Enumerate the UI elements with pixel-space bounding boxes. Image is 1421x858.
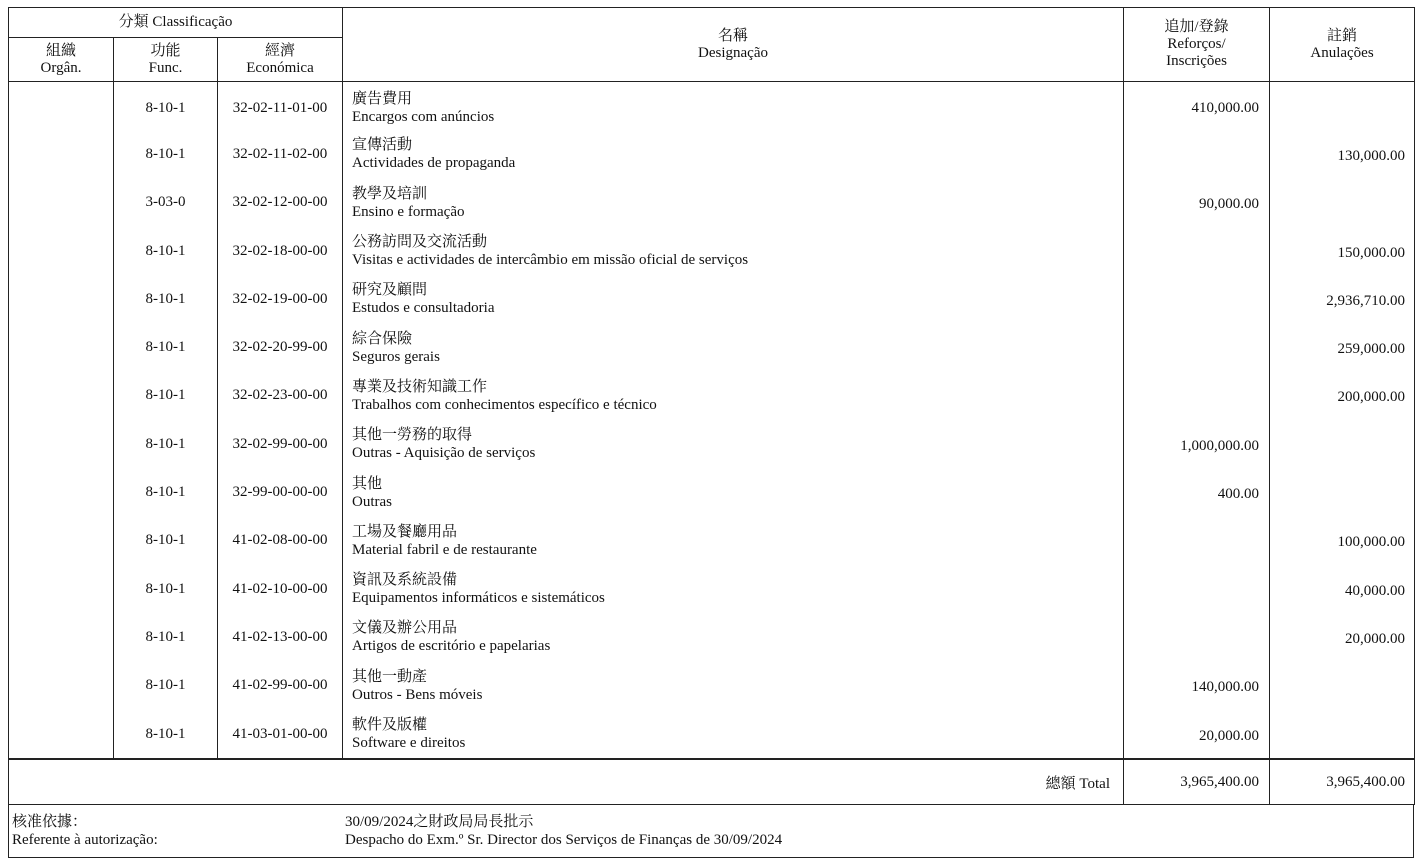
designation-cell xyxy=(343,710,1124,759)
total-reforcos: 3,965,400.00 xyxy=(1124,760,1270,805)
econ-code: 32-02-18-00-00 xyxy=(218,227,343,275)
designation-zh: 其他一勞務的取得 xyxy=(352,427,473,444)
designation-pt: Encargos com anúncios xyxy=(352,109,495,126)
organ-cell xyxy=(9,130,114,178)
reforcos-value xyxy=(1124,323,1270,371)
authorization-label xyxy=(9,805,346,858)
func-header-pt: Func. xyxy=(148,59,183,76)
designation-cell xyxy=(343,227,1124,275)
anulacoes-value: 150,000.00 xyxy=(1270,227,1415,275)
designation-zh: 其他一動產 xyxy=(352,668,428,685)
designation-cell xyxy=(343,662,1124,710)
organ-cell xyxy=(9,662,114,710)
designation-pt: Trabalhos com conhecimentos específico e técnico xyxy=(352,396,657,413)
anulacoes-value xyxy=(1270,468,1415,516)
total-anulacoes: 3,965,400.00 xyxy=(1270,760,1415,805)
designation-zh: 廣告費用 xyxy=(352,91,413,108)
designation-zh: 其他 xyxy=(352,475,383,492)
func-header-zh: 功能 xyxy=(150,42,181,59)
table-row xyxy=(9,130,1415,178)
reforcos-value: 20,000.00 xyxy=(1124,710,1270,759)
anulacoes-value: 40,000.00 xyxy=(1270,565,1415,613)
table-row xyxy=(9,179,1415,227)
func-header xyxy=(114,38,218,82)
anulacoes-value xyxy=(1270,82,1415,131)
func-code: 8-10-1 xyxy=(114,82,218,131)
designation-zh: 工場及餐廳用品 xyxy=(352,523,458,540)
designation-zh: 綜合保險 xyxy=(352,330,413,347)
func-code: 8-10-1 xyxy=(114,130,218,178)
organ-cell xyxy=(9,275,114,323)
reforcos-value: 90,000.00 xyxy=(1124,179,1270,227)
anulacoes-value: 100,000.00 xyxy=(1270,517,1415,565)
reforcos-value xyxy=(1124,517,1270,565)
econ-code: 32-02-12-00-00 xyxy=(218,179,343,227)
designation-zh: 教學及培訓 xyxy=(352,185,428,202)
table-row xyxy=(9,517,1415,565)
organ-cell xyxy=(9,323,114,371)
designation-pt: Seguros gerais xyxy=(352,348,440,365)
designation-zh: 專業及技術知識工作 xyxy=(352,378,488,395)
designation-pt: Ensino e formação xyxy=(352,203,465,220)
reforcos-header-pt1: Reforços/ xyxy=(1167,36,1226,52)
anulacoes-value: 200,000.00 xyxy=(1270,372,1415,420)
budget-table xyxy=(8,7,1415,759)
econ-code: 41-02-13-00-00 xyxy=(218,613,343,661)
anulacoes-value: 2,936,710.00 xyxy=(1270,275,1415,323)
organ-header-pt: Orgân. xyxy=(40,59,82,76)
authorization-text xyxy=(345,805,1414,858)
reforcos-value xyxy=(1124,613,1270,661)
func-code: 8-10-1 xyxy=(114,275,218,323)
anulacoes-header-pt: Anulações xyxy=(1310,44,1374,61)
organ-cell xyxy=(9,468,114,516)
anulacoes-value xyxy=(1270,662,1415,710)
authorization-text-zh: 30/09/2024之財政局局長批示 xyxy=(345,814,534,831)
table-row xyxy=(9,323,1415,371)
anulacoes-value: 259,000.00 xyxy=(1270,323,1415,371)
econ-code: 41-02-08-00-00 xyxy=(218,517,343,565)
econ-code: 32-02-20-99-00 xyxy=(218,323,343,371)
designation-pt: Actividades de propaganda xyxy=(352,155,516,172)
reforcos-value: 400.00 xyxy=(1124,468,1270,516)
organ-header xyxy=(9,38,114,82)
reforcos-value xyxy=(1124,275,1270,323)
authorization-box xyxy=(8,805,1414,858)
table-row xyxy=(9,227,1415,275)
table-row xyxy=(9,275,1415,323)
designation-pt: Outras - Aquisição de serviços xyxy=(352,445,536,462)
anulacoes-value xyxy=(1270,420,1415,468)
econ-code: 41-02-10-00-00 xyxy=(218,565,343,613)
reforcos-value: 1,000,000.00 xyxy=(1124,420,1270,468)
organ-cell xyxy=(9,227,114,275)
organ-cell xyxy=(9,82,114,131)
anulacoes-header xyxy=(1270,8,1415,82)
designation-zh: 軟件及版權 xyxy=(352,717,428,733)
anulacoes-header-zh: 註銷 xyxy=(1327,27,1358,44)
designation-pt: Outras xyxy=(352,493,393,510)
func-code: 8-10-1 xyxy=(114,420,218,468)
econ-header-pt: Económica xyxy=(246,59,314,76)
classification-header: 分類 Classificação xyxy=(9,8,343,38)
total-table xyxy=(8,759,1415,805)
designation-cell xyxy=(343,613,1124,661)
econ-code: 32-02-11-01-00 xyxy=(218,82,343,131)
designation-cell xyxy=(343,323,1124,371)
designation-cell xyxy=(343,275,1124,323)
designation-header-pt: Designação xyxy=(698,44,768,61)
reforcos-header xyxy=(1124,8,1270,82)
designation-zh: 研究及顧問 xyxy=(352,282,428,299)
designation-pt: Visitas e actividades de intercâmbio em missão oficial de serviços xyxy=(352,252,749,269)
designation-pt: Estudos e consultadoria xyxy=(352,300,495,317)
econ-header xyxy=(218,38,343,82)
organ-cell xyxy=(9,565,114,613)
designation-header xyxy=(343,8,1124,82)
table-row xyxy=(9,82,1415,131)
econ-code: 41-03-01-00-00 xyxy=(218,710,343,759)
reforcos-value xyxy=(1124,372,1270,420)
func-code: 8-10-1 xyxy=(114,468,218,516)
table-row xyxy=(9,565,1415,613)
reforcos-value: 410,000.00 xyxy=(1124,82,1270,131)
anulacoes-value xyxy=(1270,179,1415,227)
total-label: 總額 Total xyxy=(9,760,1124,805)
table-row xyxy=(9,372,1415,420)
designation-cell xyxy=(343,468,1124,516)
designation-pt: Outros - Bens móveis xyxy=(352,686,483,703)
authorization-label-pt: Referente à autorização: xyxy=(12,832,158,849)
authorization-text-pt: Despacho do Exm.º Sr. Director dos Serviços de Finanças de 30/09/2024 xyxy=(345,832,783,849)
designation-pt: Software e direitos xyxy=(352,735,466,751)
reforcos-header-pt2: Inscrições xyxy=(1166,53,1227,69)
econ-code: 32-02-99-00-00 xyxy=(218,420,343,468)
anulacoes-value: 130,000.00 xyxy=(1270,130,1415,178)
reforcos-value xyxy=(1124,565,1270,613)
func-code: 8-10-1 xyxy=(114,372,218,420)
designation-zh: 宣傳活動 xyxy=(352,137,413,154)
table-row xyxy=(9,468,1415,516)
reforcos-header-zh: 追加/登錄 xyxy=(1164,19,1229,35)
organ-cell xyxy=(9,372,114,420)
econ-code: 41-02-99-00-00 xyxy=(218,662,343,710)
budget-document xyxy=(8,7,1414,858)
econ-code: 32-02-23-00-00 xyxy=(218,372,343,420)
authorization-label-zh: 核准依據： xyxy=(12,814,88,831)
designation-zh: 公務訪問及交流活動 xyxy=(352,234,488,251)
anulacoes-value: 20,000.00 xyxy=(1270,613,1415,661)
econ-header-zh: 經濟 xyxy=(265,42,296,59)
designation-cell xyxy=(343,565,1124,613)
table-row xyxy=(9,710,1415,759)
designation-header-zh: 名稱 xyxy=(718,27,749,44)
designation-cell xyxy=(343,82,1124,131)
designation-pt: Material fabril e de restaurante xyxy=(352,541,537,558)
organ-cell xyxy=(9,179,114,227)
designation-cell xyxy=(343,372,1124,420)
table-row xyxy=(9,662,1415,710)
func-code: 8-10-1 xyxy=(114,227,218,275)
reforcos-value xyxy=(1124,130,1270,178)
organ-cell xyxy=(9,420,114,468)
designation-cell xyxy=(343,517,1124,565)
econ-code: 32-99-00-00-00 xyxy=(218,468,343,516)
designation-zh: 資訊及系統設備 xyxy=(352,572,458,589)
designation-cell xyxy=(343,420,1124,468)
table-row xyxy=(9,420,1415,468)
func-code: 8-10-1 xyxy=(114,613,218,661)
reforcos-value xyxy=(1124,227,1270,275)
organ-header-zh: 組織 xyxy=(45,42,76,59)
organ-cell xyxy=(9,613,114,661)
organ-cell xyxy=(9,517,114,565)
func-code: 3-03-0 xyxy=(114,179,218,227)
organ-cell xyxy=(9,710,114,759)
designation-cell xyxy=(343,130,1124,178)
table-row xyxy=(9,613,1415,661)
func-code: 8-10-1 xyxy=(114,517,218,565)
func-code: 8-10-1 xyxy=(114,323,218,371)
anulacoes-value xyxy=(1270,710,1415,759)
econ-code: 32-02-11-02-00 xyxy=(218,130,343,178)
econ-code: 32-02-19-00-00 xyxy=(218,275,343,323)
total-row xyxy=(9,760,1415,805)
func-code: 8-10-1 xyxy=(114,710,218,759)
reforcos-value: 140,000.00 xyxy=(1124,662,1270,710)
func-code: 8-10-1 xyxy=(114,662,218,710)
designation-cell xyxy=(343,179,1124,227)
func-code: 8-10-1 xyxy=(114,565,218,613)
designation-zh: 文儀及辦公用品 xyxy=(352,620,458,637)
budget-rows xyxy=(9,82,1415,759)
designation-pt: Artigos de escritório e papelarias xyxy=(352,638,551,655)
designation-pt: Equipamentos informáticos e sistemáticos xyxy=(352,590,605,607)
